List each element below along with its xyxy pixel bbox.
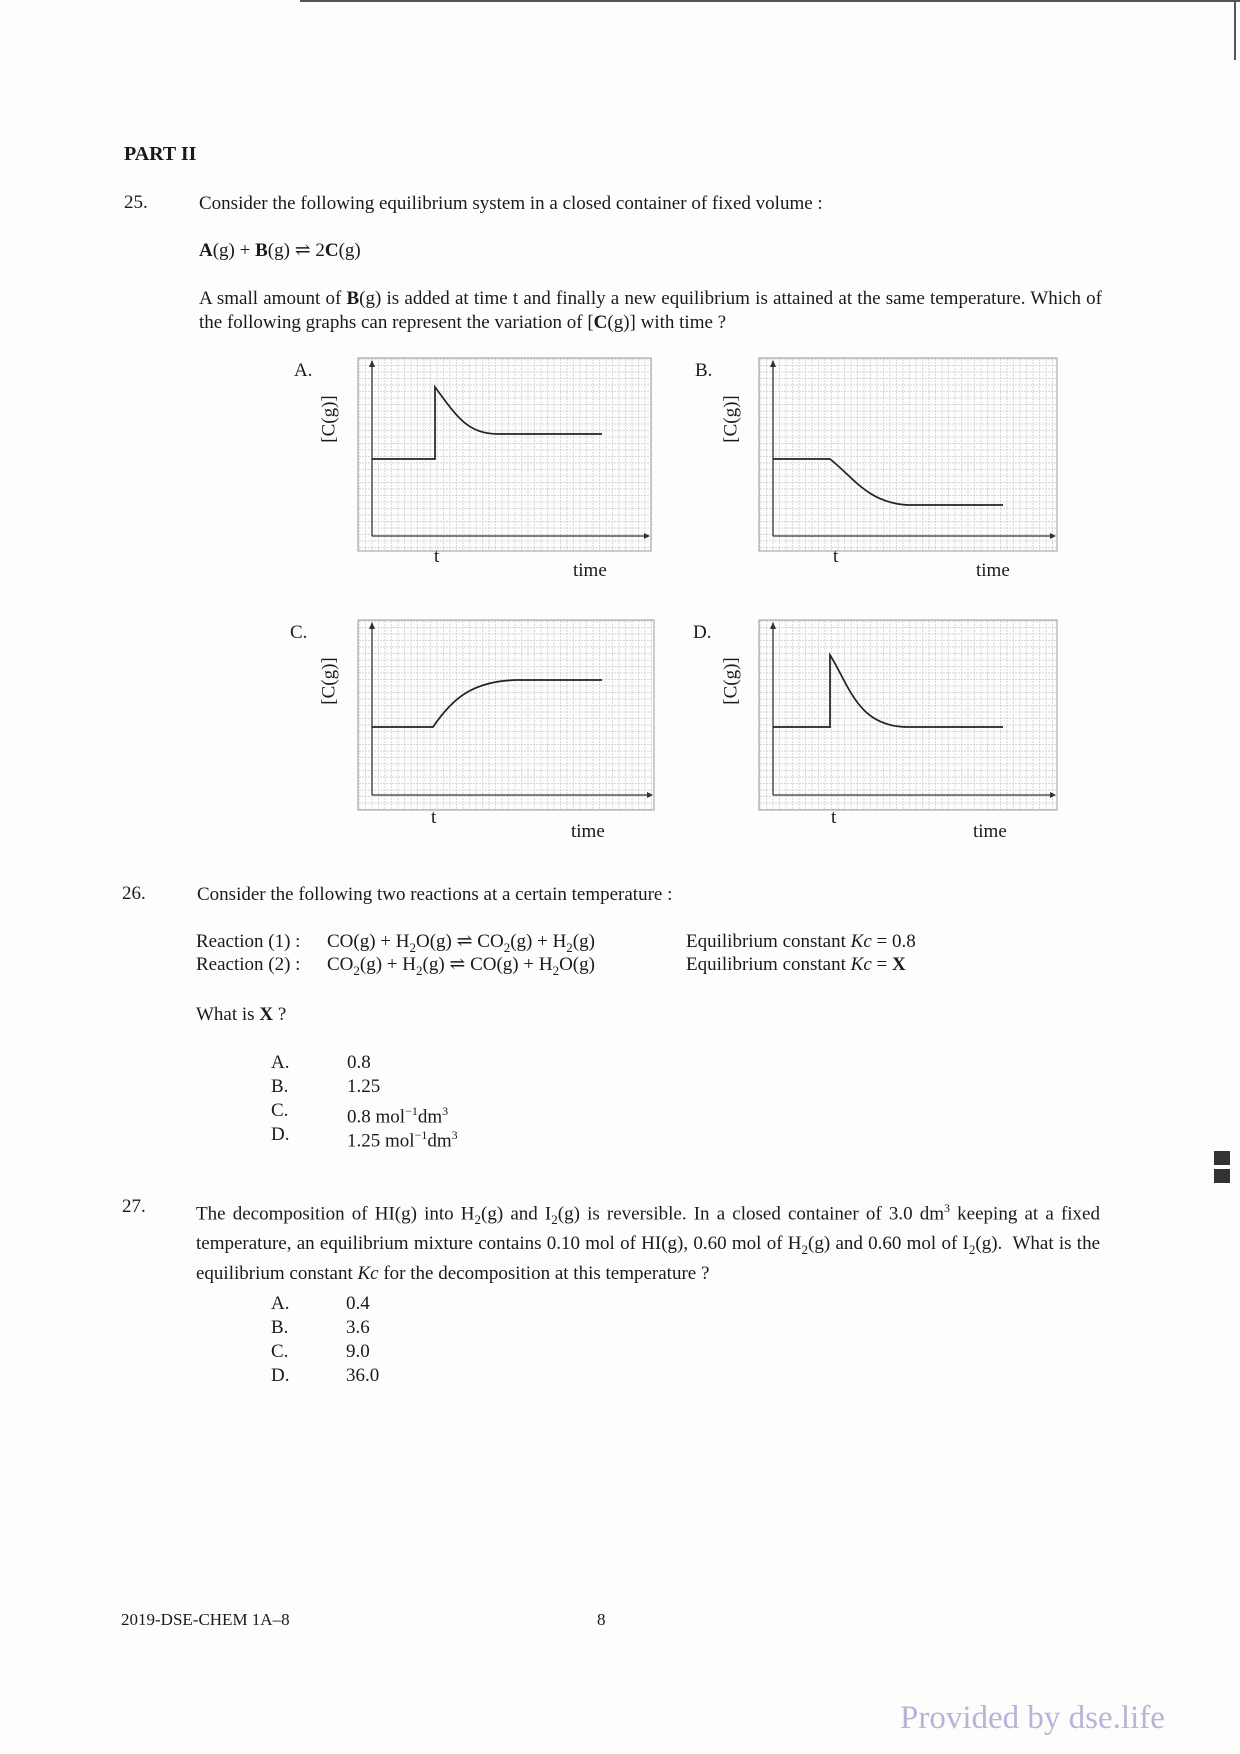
reaction-2-kc — [686, 953, 906, 977]
q25-body-part: (g) is added at time t and finally a new equilibrium is attained at the same temperature. Which of the following graphs can represent the variation of [ — [199, 288, 1102, 333]
graph-d-t-label: t — [831, 807, 837, 828]
y-axis-arrow — [369, 622, 375, 629]
q26-option-d-value[interactable] — [347, 1123, 458, 1153]
part-title: PART II — [124, 143, 197, 165]
x-axis-arrow — [644, 533, 650, 539]
opt-text: 1.25 mol — [347, 1130, 415, 1152]
q27-option-c-value[interactable]: 9.0 — [346, 1341, 370, 1362]
graph-grid — [359, 359, 652, 550]
graph-a — [357, 357, 652, 552]
q26-option-d-letter[interactable]: D. — [271, 1124, 290, 1145]
opt-sup: −1 — [405, 1104, 418, 1118]
kc-value: = 0.8 — [871, 931, 916, 952]
graph-c-letter: C. — [290, 622, 308, 643]
opt-text: dm — [417, 1106, 443, 1128]
q27-option-b-value[interactable]: 3.6 — [346, 1317, 370, 1338]
q26-question — [196, 1003, 286, 1027]
reaction-2-equation: $CO_2(g) + H_2(g)$ ⇌ $CO(g) + H_2O(g)$ — [327, 954, 595, 978]
x-axis-arrow — [647, 792, 653, 798]
top-edge-line — [300, 0, 1240, 2]
graph-grid — [760, 359, 1056, 550]
reaction-1-label: Reaction (1) : — [196, 931, 301, 952]
q26-intro: Consider the following two reactions at a certain temperature : — [197, 884, 673, 905]
eq-part: (g) — [338, 240, 361, 261]
graph-frame — [358, 620, 654, 810]
kc-value: X — [891, 954, 906, 975]
graph-b-letter: B. — [695, 360, 713, 381]
graph-a-letter: A. — [294, 360, 313, 381]
graph-grid — [359, 621, 653, 810]
q27-option-d-letter[interactable]: D. — [271, 1365, 290, 1386]
q27-body: The decomposition of HI(g) into $H_2(g)$ and $I_2(g)$ is reversible. In a closed container of 3.0 $dm^3$ keeping at a fixed temperature, an equilibrium mixture contains 0.10 mol of HI(g), 0.60 mol of $H_2(g)$ and 0.60 mol of $I_2(g)$. What is the equilibrium constant Kc for the decomposition at this temperature ? — [196, 1201, 1100, 1284]
graph-c — [357, 619, 655, 811]
graph-d-ylabel: [C(g)] — [720, 657, 742, 705]
graph-a-t-label: t — [434, 546, 440, 567]
graph-b — [758, 357, 1058, 552]
graph-c-xlabel: time — [571, 821, 605, 842]
graph-frame — [759, 358, 1057, 551]
graph-grid — [760, 621, 1056, 810]
graph-b-xlabel: time — [976, 560, 1010, 581]
kc-text: Equilibrium constant — [686, 931, 851, 952]
q27-option-b-letter[interactable]: B. — [271, 1317, 289, 1338]
kc-equals: = — [871, 954, 892, 975]
y-axis-arrow — [770, 360, 776, 367]
q25-number: 25. — [124, 192, 148, 213]
page-number: 8 — [597, 1610, 606, 1629]
reaction-2-label: Reaction (2) : — [196, 954, 301, 975]
q26-number: 26. — [122, 883, 146, 904]
q25-body-part: (g)] with time ? — [607, 312, 727, 333]
q26-option-b-value[interactable]: 1.25 — [347, 1076, 381, 1097]
q26-question-part: What is — [196, 1004, 260, 1025]
reaction-1-equation: $CO(g) + H_2O(g)$ ⇌ $CO_2(g) + H_2(g)$ — [327, 931, 595, 955]
q27-option-a-letter[interactable]: A. — [271, 1293, 290, 1314]
graph-d — [758, 619, 1058, 811]
graph-frame — [358, 358, 651, 551]
opt-text: dm — [427, 1130, 452, 1152]
watermark: Provided by dse.life — [900, 1700, 1165, 1736]
footer-code: 2019-DSE-CHEM 1A–8 — [121, 1610, 290, 1629]
opt-text: 0.8 mol — [347, 1106, 406, 1128]
q26-x: X — [259, 1004, 274, 1025]
concentration-curve — [372, 680, 602, 727]
kc-symbol: Kc — [850, 954, 872, 975]
scan-mark — [1214, 1151, 1230, 1165]
graph-a-ylabel: [C(g)] — [318, 395, 340, 443]
q27-option-a-value[interactable]: 0.4 — [346, 1293, 370, 1314]
q27-number: 27. — [122, 1196, 146, 1217]
q26-option-c-letter[interactable]: C. — [271, 1100, 289, 1121]
q27-option-c-letter[interactable]: C. — [271, 1341, 289, 1362]
opt-sup: 3 — [451, 1128, 458, 1142]
opt-sup: 3 — [442, 1104, 449, 1118]
graph-c-ylabel: [C(g)] — [318, 657, 340, 705]
concentration-curve — [773, 655, 1003, 727]
graph-b-t-label: t — [833, 546, 839, 567]
graph-d-xlabel: time — [973, 821, 1007, 842]
species-c: C — [324, 240, 339, 261]
q25-body-part: A small amount of — [199, 288, 347, 309]
q26-option-a-letter[interactable]: A. — [271, 1052, 290, 1073]
y-axis-arrow — [369, 360, 375, 367]
graph-b-ylabel: [C(g)] — [720, 395, 742, 443]
q25-equation — [199, 239, 361, 263]
x-axis-arrow — [1050, 533, 1056, 539]
graph-a-xlabel: time — [573, 560, 607, 581]
opt-sup: −1 — [414, 1128, 428, 1142]
species-b: B — [255, 240, 268, 261]
right-edge-line — [1234, 0, 1236, 60]
q26-question-part: ? — [273, 1004, 287, 1025]
species-c: C — [593, 312, 608, 333]
species-b: B — [346, 288, 360, 309]
scan-mark — [1214, 1169, 1230, 1183]
q27-option-d-value[interactable]: 36.0 — [346, 1365, 380, 1386]
q26-option-b-letter[interactable]: B. — [271, 1076, 289, 1097]
concentration-curve — [773, 459, 1003, 505]
eq-part: (g) + — [212, 240, 256, 261]
graph-frame — [759, 620, 1057, 810]
x-axis-arrow — [1050, 792, 1056, 798]
kc-text: Equilibrium constant — [686, 954, 851, 975]
q26-option-a-value[interactable]: 0.8 — [347, 1052, 371, 1073]
eq-part: (g) ⇌ 2 — [267, 240, 325, 261]
species-a: A — [199, 240, 213, 261]
graph-c-t-label: t — [431, 807, 437, 828]
kc-symbol: Kc — [850, 931, 872, 952]
q25-intro: Consider the following equilibrium system in a closed container of fixed volume : — [199, 193, 823, 214]
graph-d-letter: D. — [693, 622, 712, 643]
y-axis-arrow — [770, 622, 776, 629]
q25-body — [199, 287, 1102, 335]
reaction-1-kc — [686, 930, 916, 954]
